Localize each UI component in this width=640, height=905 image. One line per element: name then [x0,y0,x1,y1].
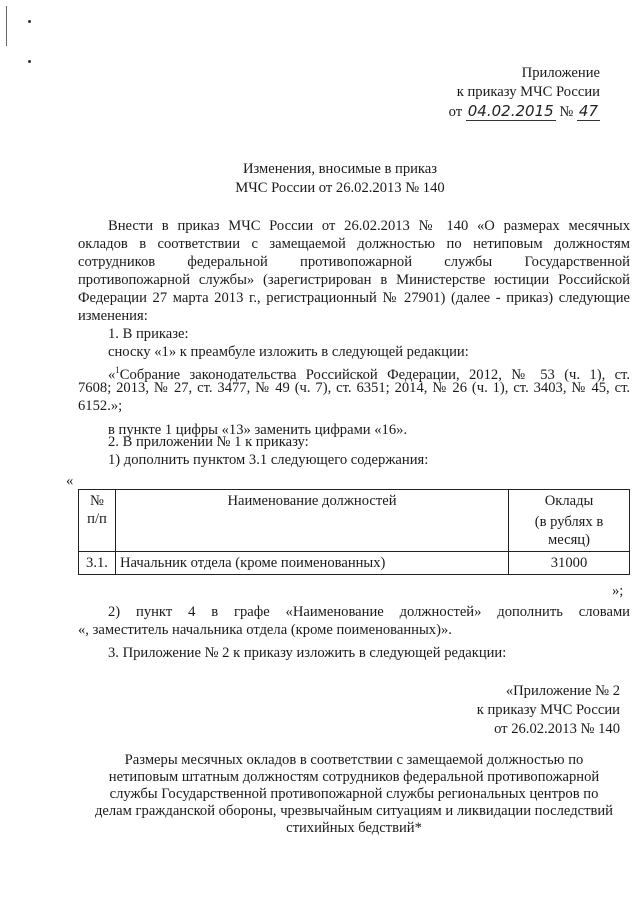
handwritten-date: 04.02.2015 [467,102,554,120]
row-salary: 31000 [509,552,630,575]
item-3-section [78,644,630,662]
item-2-section: 2. В приложении № 1 к приказу: 1) дополнить пунктом 3.1 следующего содержания: [78,433,630,469]
quote-close: »; [612,583,624,599]
appendix-order-ref: к приказу МЧС России [456,84,600,100]
item-2-sub-2: 2) пункт 4 в графе «Наименование должностей» дополнить словами «, заместитель начальника отдела (кроме поименованных)». [78,604,630,638]
punch-dot-mark [28,60,31,63]
appendix-date-line: от 04.02.2015 № 47 [448,102,598,120]
handwritten-number: 47 [578,102,598,120]
row-position: Начальник отдела (кроме поименованных) [116,552,509,575]
header-num: № п/п [79,490,116,552]
appendix-header [400,64,600,121]
punch-dot-mark [28,20,31,23]
item-1-heading: 1. В приказе: [108,326,189,342]
footnote-text: «$^1$Собрание законодательства Российской Федерации, 2012, № 53 (ч. 1), ст. [108,365,630,383]
table-row [79,552,630,575]
document-title: Изменения, вносимые в приказ МЧС России от 26.02.2013 № 140 [235,161,445,196]
header-salary: Оклады (в рублях в месяц) [509,490,630,552]
table-header-row [79,490,630,552]
salary-sizes-title: Размеры месячных окладов в соответствии с замещаемой должностью по нетиповым штатным должностям сотрудников федеральной противопожарной службы Государственной противопожарной службы региональных центров по делам гражданской обороны, чрезвычайным ситуациям и ликвидации последствий стихийных бедствий* [95,752,613,836]
row-num: 3.1. [79,552,116,575]
intro-paragraph: Внести в приказ МЧС России от 26.02.2013 № 140 «О размерах месячных окладов в соответствии с замещаемой должностью по нетиповым должностям сотрудников федеральной противопожарной службы Государственной противопожарной службы» (зарегистрирован в Министерстве юстиции Российской Федерации 27 марта 2013 г., регистрационный № 27901) (далее - приказ) следующие изменения: [78,218,630,324]
appendix-2-header: «Приложение № 2 к приказу МЧС России от 26.02.2013 № 140 [476,683,620,737]
header-position: Наименование должностей [116,490,509,552]
item-2-heading: 2. В приложении № 1 к приказу: [108,434,309,450]
item-1-section: 1. В приказе: сноску «1» к преамбуле изложить в следующей редакции: «$^1$Собрание законодательства Российской Федерации, 2012, № 53 (ч. 1), ст. 7608; 2013, № 27, ст. 3477, № 49 (ч. 7), ст. 6351; 2014, № 26 (ч. 1), ст. 3403, № 45, ст. 6152.»; в пункте 1 цифры «13» заменить цифрами «16». [78,326,630,438]
salary-table [78,489,630,575]
quote-open: « [66,473,74,489]
margin-bracket-mark [6,6,9,46]
item-3-heading: 3. Приложение № 2 к приказу изложить в следующей редакции: [108,645,507,661]
appendix-title: Приложение [521,65,600,81]
